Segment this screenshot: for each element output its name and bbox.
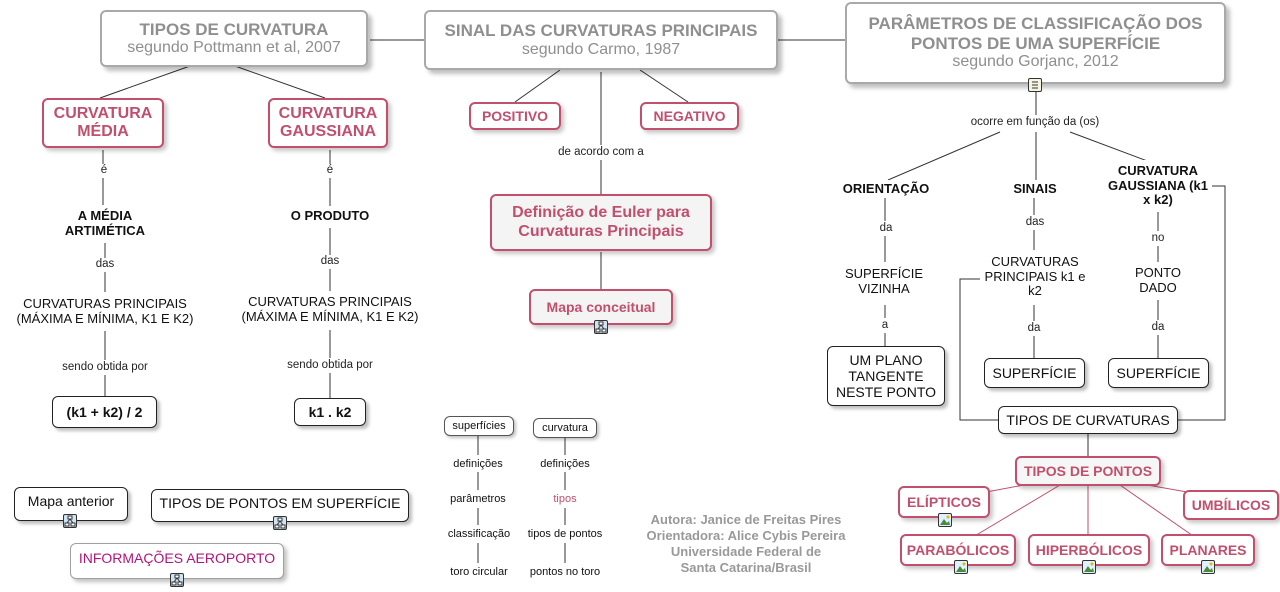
title-gorjanc[interactable] xyxy=(845,2,1226,84)
node-superficie-2[interactable]: SUPERFÍCIE xyxy=(1108,358,1209,388)
credits xyxy=(626,512,866,576)
node-orientacao: ORIENTAÇÃO xyxy=(834,180,938,198)
nav-curvatura-tipos[interactable]: tipos xyxy=(540,491,590,507)
link-label-das-2: das xyxy=(315,255,345,269)
nav-curvatura-tipos-pontos[interactable]: tipos de pontos xyxy=(516,526,614,542)
image-icon[interactable] xyxy=(1201,560,1215,574)
nav-curvatura-pontos-toro[interactable]: pontos no toro xyxy=(518,564,612,580)
nav-superficies-parametros[interactable]: parâmetros xyxy=(440,491,516,507)
title-gorjanc-sub: segundo Gorjanc, 2012 xyxy=(952,53,1119,71)
link-label-da-superficie-1: da xyxy=(1024,321,1044,336)
link-label-acordo: de acordo com a xyxy=(546,145,656,160)
node-tipos-curvaturas[interactable]: TIPOS DE CURVATURAS xyxy=(998,406,1178,434)
node-media-aritmetica: A MÉDIA ARTIMÉTICA xyxy=(55,205,155,243)
title-carmo[interactable] xyxy=(424,10,778,70)
node-definicao-euler[interactable]: Definição de Euler para Curvaturas Principais xyxy=(490,194,712,251)
link-label-obtida-1: sendo obtida por xyxy=(50,360,160,375)
link-informacoes-aeroporto[interactable]: INFORMAÇÕES AEROPORTO xyxy=(70,543,284,579)
node-curvatura-gaussiana[interactable]: CURVATURA GAUSSIANA xyxy=(268,98,388,148)
node-ponto-dado: PONTO DADO xyxy=(1120,262,1196,300)
node-tipos-de-pontos[interactable]: TIPOS DE PONTOS xyxy=(1015,456,1161,486)
concept-map-icon[interactable] xyxy=(273,516,287,530)
link-label-e-1: é xyxy=(97,164,111,178)
link-label-das-sinais: das xyxy=(1020,215,1050,230)
document-icon[interactable] xyxy=(1028,78,1042,92)
link-label-das-1: das xyxy=(90,258,120,272)
node-mapa-conceitual[interactable]: Mapa conceitual xyxy=(529,289,673,325)
credit-universidade: Universidade Federal de xyxy=(670,544,822,559)
node-negativo[interactable]: NEGATIVO xyxy=(640,102,739,130)
title-carmo-sub: segundo Carmo, 1987 xyxy=(521,40,681,58)
concept-map-icon[interactable] xyxy=(170,573,184,587)
title-carmo-heading: SINAL DAS CURVATURAS PRINCIPAIS xyxy=(444,21,758,41)
title-gorjanc-heading: PARÂMETROS DE CLASSIFICAÇÃO DOS PONTOS DE UMA SUPERFÍCIE xyxy=(868,14,1203,53)
link-label-e-2: é xyxy=(323,164,337,178)
node-curvaturas-principais-k: CURVATURAS PRINCIPAIS k1 e k2 xyxy=(980,250,1090,304)
node-sinais: SINAIS xyxy=(1004,180,1066,198)
title-pottmann-heading: TIPOS DE CURVATURA xyxy=(139,19,329,39)
image-icon[interactable] xyxy=(1082,560,1096,574)
node-superficie-vizinha: SUPERFÍCIE VIZINHA xyxy=(834,262,934,302)
credit-local: Santa Catarina/Brasil xyxy=(680,560,812,576)
node-curvatura-media[interactable]: CURVATURA MÉDIA xyxy=(42,98,164,148)
link-label-da-orientacao: da xyxy=(876,221,896,236)
node-hiperbolicos[interactable]: HIPERBÓLICOS xyxy=(1028,534,1150,566)
title-pottmann[interactable] xyxy=(100,10,368,67)
concept-map-icon[interactable] xyxy=(594,320,608,334)
link-label-da-superficie-2: da xyxy=(1148,320,1168,335)
image-icon[interactable] xyxy=(954,560,968,574)
nav-superficies-toro[interactable]: toro circular xyxy=(436,564,522,580)
title-pottmann-sub: segundo Pottmann et al, 2007 xyxy=(127,39,341,57)
node-curvaturas-principais-1: CURVATURAS PRINCIPAIS (MÁXIMA E MÍNIMA, K1 E K2) xyxy=(5,293,205,331)
credit-autora: Autora: Janice de Freitas Pires xyxy=(650,511,842,527)
link-label-a: a xyxy=(878,318,892,333)
credit-orientadora: Orientadora: Alice Cybis Pereira xyxy=(646,527,846,543)
node-parabolicos[interactable]: PARABÓLICOS xyxy=(900,534,1016,566)
node-curvaturas-principais-2: CURVATURAS PRINCIPAIS (MÁXIMA E MÍNIMA, K1 E K2) xyxy=(230,291,430,329)
node-umbilicos[interactable]: UMBÍLICOS xyxy=(1183,490,1279,520)
nav-superficies[interactable]: superfícies xyxy=(444,416,514,436)
node-planares[interactable]: PLANARES xyxy=(1161,534,1255,566)
nav-superficies-classificacao[interactable]: classificação xyxy=(436,526,522,542)
node-curvatura-gaussiana-k: CURVATURA GAUSSIANA (k1 x k2) xyxy=(1104,160,1212,212)
image-icon[interactable] xyxy=(938,513,952,527)
link-label-obtida-2: sendo obtida por xyxy=(275,358,385,373)
nav-curvatura[interactable]: curvatura xyxy=(533,418,597,438)
link-mapa-anterior[interactable]: Mapa anterior xyxy=(14,487,128,521)
node-superficie-1[interactable]: SUPERFÍCIE xyxy=(984,358,1085,388)
node-produto: O PRODUTO xyxy=(280,206,380,226)
nav-curvatura-definicoes[interactable]: definições xyxy=(527,456,603,472)
nav-superficies-definicoes[interactable]: definições xyxy=(440,456,516,472)
node-plano-tangente[interactable]: UM PLANO TANGENTE NESTE PONTO xyxy=(827,346,945,406)
node-elipticos[interactable]: ELÍPTICOS xyxy=(898,486,990,518)
node-positivo[interactable]: POSITIVO xyxy=(469,102,561,130)
link-label-no: no xyxy=(1147,231,1169,246)
node-formula-gaussiana[interactable]: k1 . k2 xyxy=(294,398,366,426)
link-label-ocorre: ocorre em função da (os) xyxy=(952,115,1118,131)
concept-map-icon[interactable] xyxy=(63,514,77,528)
node-formula-media[interactable]: (k1 + k2) / 2 xyxy=(52,396,157,428)
link-tipos-pontos-superficie[interactable]: TIPOS DE PONTOS EM SUPERFÍCIE xyxy=(151,489,409,522)
